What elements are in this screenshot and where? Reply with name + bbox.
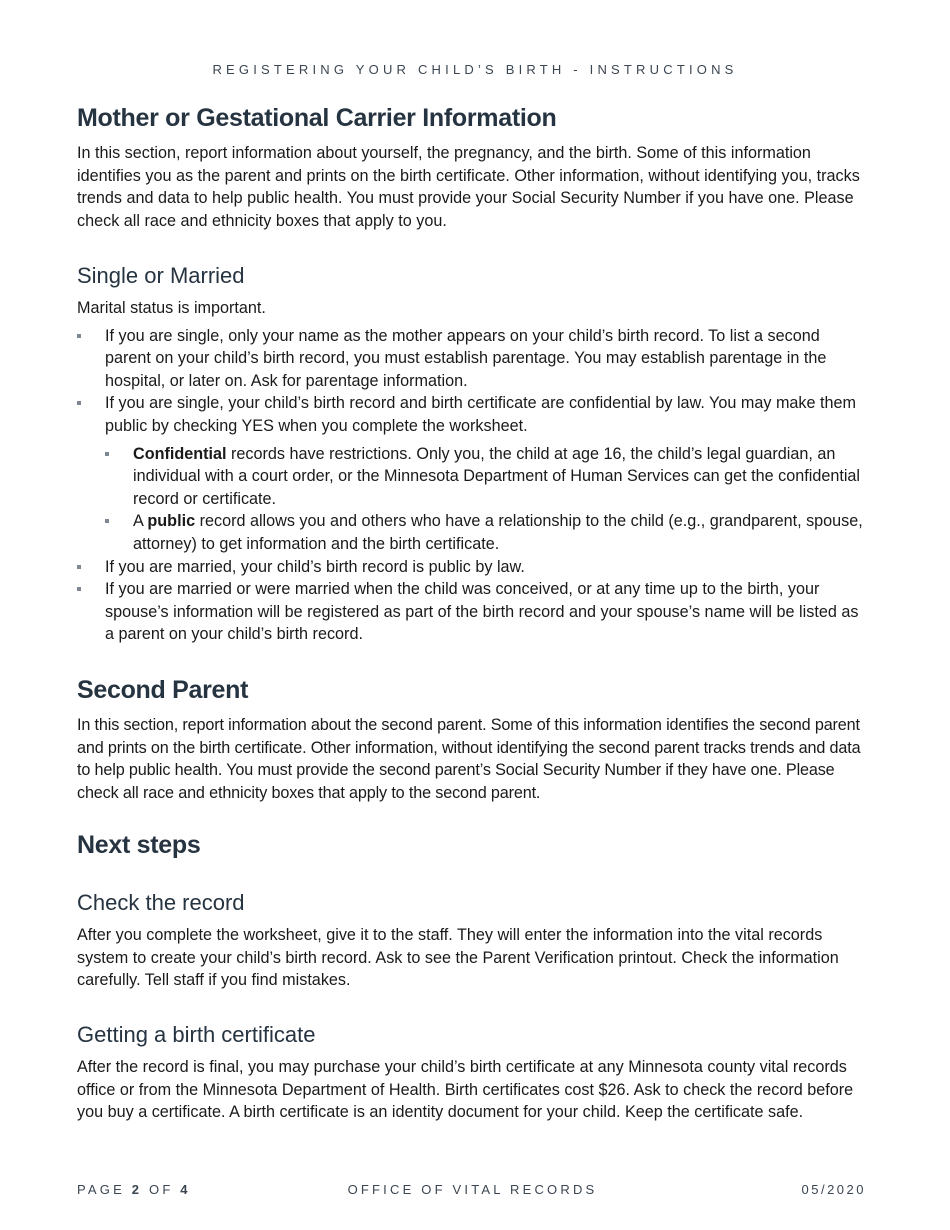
bullet-icon xyxy=(77,565,81,569)
second-parent-section xyxy=(77,676,867,804)
check-record-heading: Check the record xyxy=(77,890,245,915)
bullet-icon xyxy=(105,452,109,456)
sub-bullet-list xyxy=(105,443,867,556)
bullet-icon xyxy=(77,334,81,338)
list-item: Confidential records have restrictions. Only you, the child at age 16, the child’s legal guardian, an individual with a court order, or the Minnesota Department of Human Services can get the confidential record or certificate. xyxy=(77,443,867,511)
next-steps-heading: Next steps xyxy=(77,831,201,859)
mother-intro: In this section, report information about yourself, the pregnancy, and the birth. Some of this information identifies you as the parent and prints on the birth certificate. Other information, without identifying you, tracks trends and data to help public health. You must provide your Social Security Number if you have one. Please check all race and ethnicity boxes that apply to you. xyxy=(77,144,860,230)
marital-bullet-list xyxy=(77,325,867,646)
birth-certificate-section xyxy=(77,1022,867,1124)
second-parent-intro: In this section, report information about the second parent. Some of this information identifies the second parent and prints on the birth certificate. Other information, without identifying the second parent tracks trends and data to help public health. You must provide the second parent’s Social Security Number if they have one. Please check all race and ethnicity boxes that apply to the second parent. xyxy=(77,716,861,802)
bullet-icon xyxy=(105,519,109,523)
single-married-section xyxy=(77,263,867,646)
list-item: If you are single, your child’s birth record and birth certificate are confidential by law. You may make them public by checking YES when you complete the worksheet. Confidential records have restrictions. Only you, the child at age 16, the child’s legal guardian, an individual with a court order, or the Minnesota Department of Human Services can get the confidential record or certificate. A public record allows you and others who have a relationship to the child (e.g., grandparent, spouse, attorney) to get information and the birth certificate. xyxy=(77,392,867,555)
mother-heading: Mother or Gestational Carrier Information xyxy=(77,104,557,132)
bullet-icon xyxy=(77,401,81,405)
list-item: If you are married, your child’s birth record is public by law. xyxy=(77,556,867,579)
next-steps-section xyxy=(77,831,867,860)
list-item: If you are married or were married when the child was conceived, or at any time up to the birth, your spouse’s information will be registered as part of the birth record and your spouse’s name will be listed as a parent on your child’s birth record. xyxy=(77,578,867,646)
check-record-section xyxy=(77,890,867,992)
running-header: REGISTERING YOUR CHILD’S BIRTH - INSTRUCTIONS xyxy=(212,62,738,77)
list-item: If you are single, only your name as the mother appears on your child’s birth record. To list a second parent on your child’s birth record, you must establish parentage. You may establish parentage in the hospital, or later on. Ask for parentage information. xyxy=(77,325,867,393)
page-number: PAGE 2 OF 4 xyxy=(77,1182,191,1197)
single-married-intro: Marital status is important. xyxy=(77,299,266,317)
mother-section xyxy=(77,104,867,232)
check-record-body: After you complete the worksheet, give it to the staff. They will enter the information into the vital records system to create your child’s birth record. Ask to see the Parent Verification printout. Check the information carefully. Tell staff if you find mistakes. xyxy=(77,926,839,990)
birth-certificate-body: After the record is final, you may purchase your child’s birth certificate at any Minnesota county vital records office or from the Minnesota Department of Health. Birth certificates cost $26. Ask to check the record before you buy a certificate. A birth certificate is an identity document for your child. Keep the certificate safe. xyxy=(77,1058,854,1122)
birth-certificate-heading: Getting a birth certificate xyxy=(77,1022,316,1047)
bullet-icon xyxy=(77,587,81,591)
footer-office: OFFICE OF VITAL RECORDS xyxy=(347,1182,598,1197)
second-parent-heading: Second Parent xyxy=(77,676,249,704)
single-married-heading: Single or Married xyxy=(77,263,245,288)
footer-date: 05/2020 xyxy=(801,1182,866,1197)
list-item: A public record allows you and others who have a relationship to the child (e.g., grandparent, spouse, attorney) to get information and the birth certificate. xyxy=(77,510,867,555)
